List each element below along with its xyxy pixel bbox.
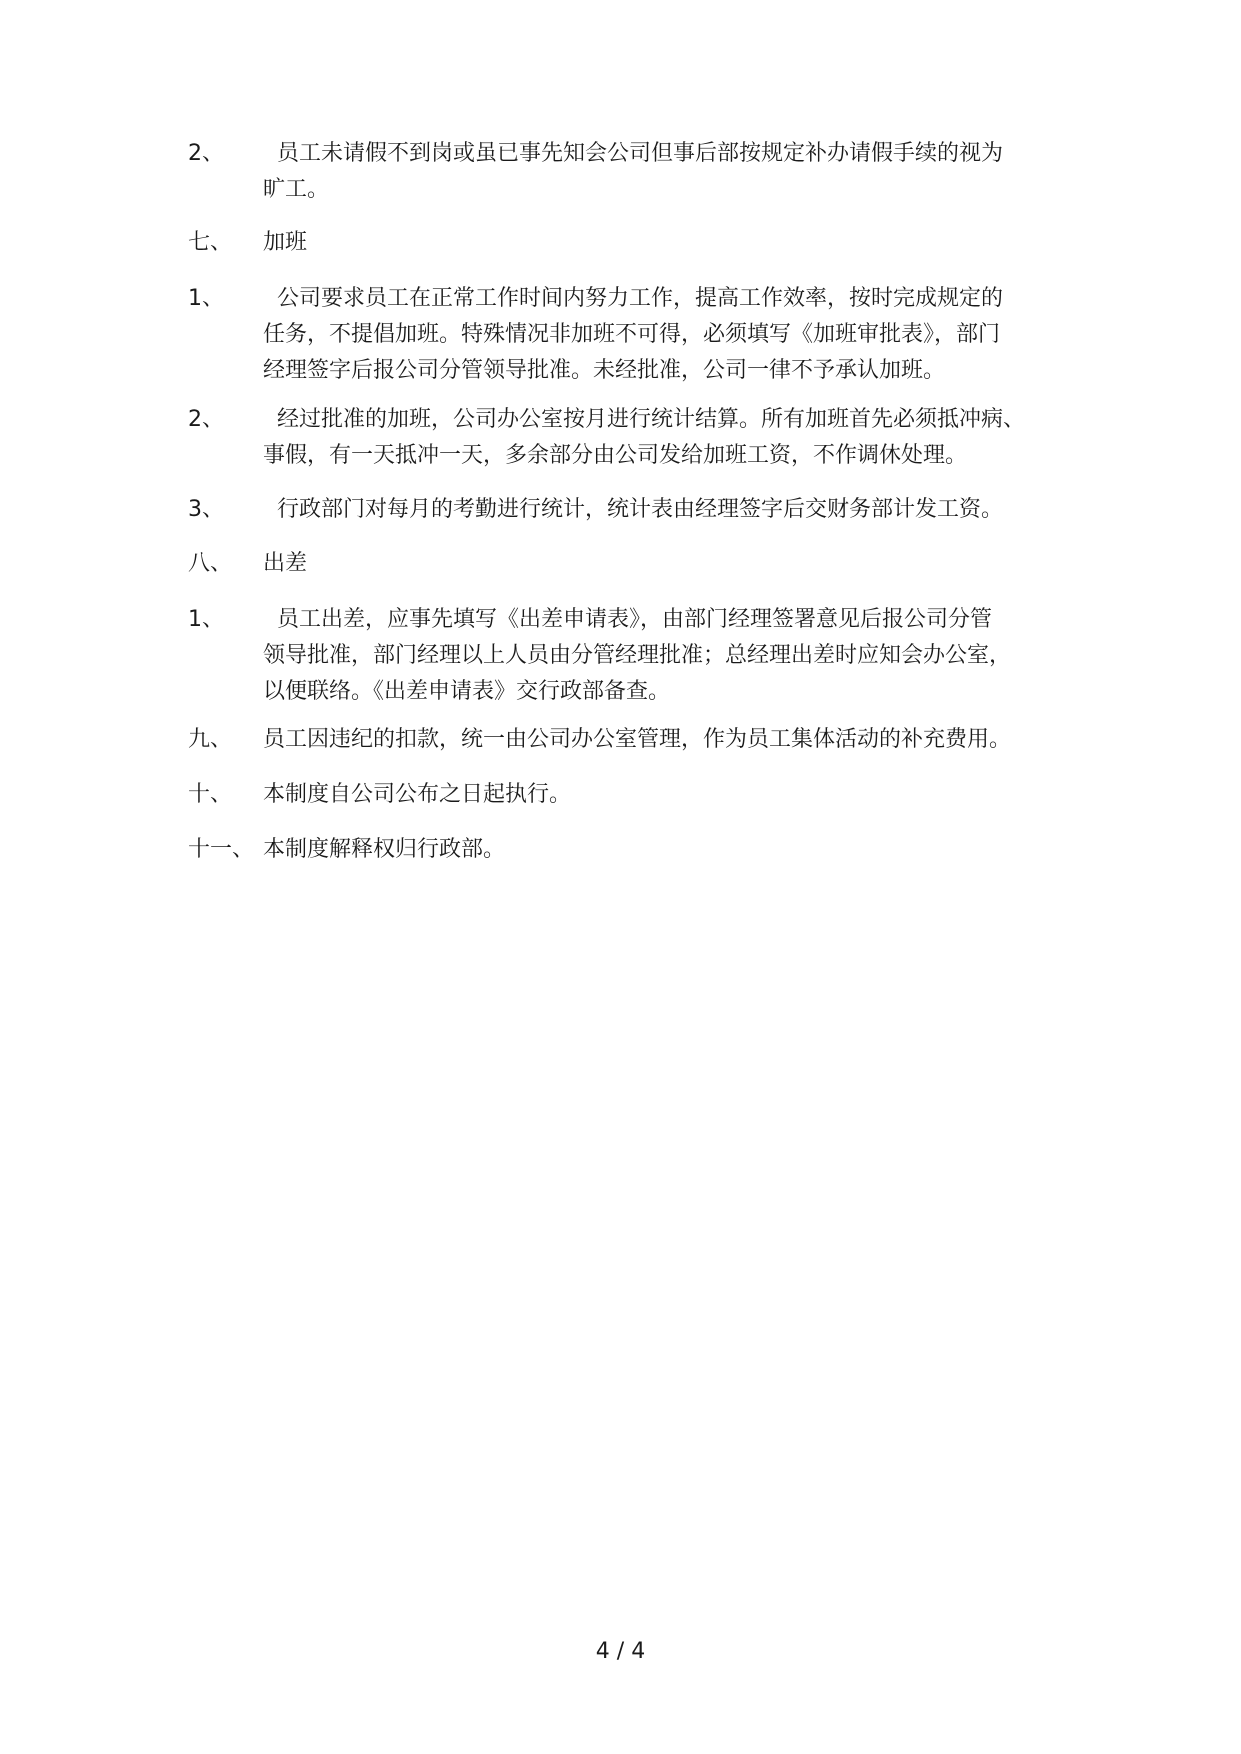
item-line: 事假，有一天抵冲一天，多余部分由公司发给加班工资，不作调休处理。 — [263, 443, 968, 468]
item-number: 1、 — [188, 286, 224, 311]
section-number: 九、 — [188, 727, 233, 752]
item-line: 旷工。 — [263, 177, 330, 202]
item-line: 经理签字后报公司分管领导批准。未经批准，公司一律不予承认加班。 — [263, 358, 946, 383]
item-number: 2、 — [188, 141, 224, 166]
section-title — [263, 777, 1083, 813]
section-number: 八、 — [188, 551, 233, 576]
item-line: 经过批准的加班，公司办公室按月进行统计结算。所有加班首先必须抵冲病、 — [277, 407, 1026, 432]
item-line: 本制度自公司公布之日起执行。 — [263, 782, 572, 807]
item-number: 2、 — [188, 407, 224, 432]
section-title — [263, 546, 1083, 582]
item-line: 本制度解释权归行政部。 — [263, 837, 506, 862]
section-title — [263, 722, 1083, 758]
item-line: 以便联络。《出差申请表》交行政部备查。 — [263, 679, 671, 704]
item-line: 加班 — [263, 230, 308, 255]
item-line: 行政部门对每月的考勤进行统计，统计表由经理签字后交财务部计发工资。 — [277, 497, 1004, 522]
page-number: 4 / 4 — [595, 1639, 646, 1664]
item-text — [263, 402, 1083, 474]
section-number: 十、 — [188, 782, 233, 807]
section-title — [263, 225, 1083, 261]
item-line: 领导批准，部门经理以上人员由分管经理批准；总经理出差时应知会办公室， — [263, 643, 1012, 668]
item-text — [263, 602, 1083, 710]
item-line: 公司要求员工在正常工作时间内努力工作，提高工作效率，按时完成规定的 — [277, 286, 1004, 311]
item-line: 员工未请假不到岗或虽已事先知会公司但事后部按规定补办请假手续的视为 — [277, 141, 1004, 166]
item-text — [263, 281, 1083, 389]
item-line: 员工出差，应事先填写《出差申请表》，由部门经理签署意见后报公司分管 — [277, 607, 993, 632]
section-title — [263, 832, 1083, 868]
item-line: 员工因违纪的扣款，统一由公司办公室管理，作为员工集体活动的补充费用。 — [263, 727, 1012, 752]
item-line: 任务，不提倡加班。特殊情况非加班不可得，必须填写《加班审批表》，部门 — [263, 322, 1001, 347]
item-text — [263, 492, 1083, 528]
section-number: 十一、 — [188, 837, 255, 862]
item-number: 3、 — [188, 497, 224, 522]
item-text — [263, 136, 1083, 208]
section-number: 七、 — [188, 230, 233, 255]
item-number: 1、 — [188, 607, 224, 632]
item-line: 出差 — [263, 551, 308, 576]
